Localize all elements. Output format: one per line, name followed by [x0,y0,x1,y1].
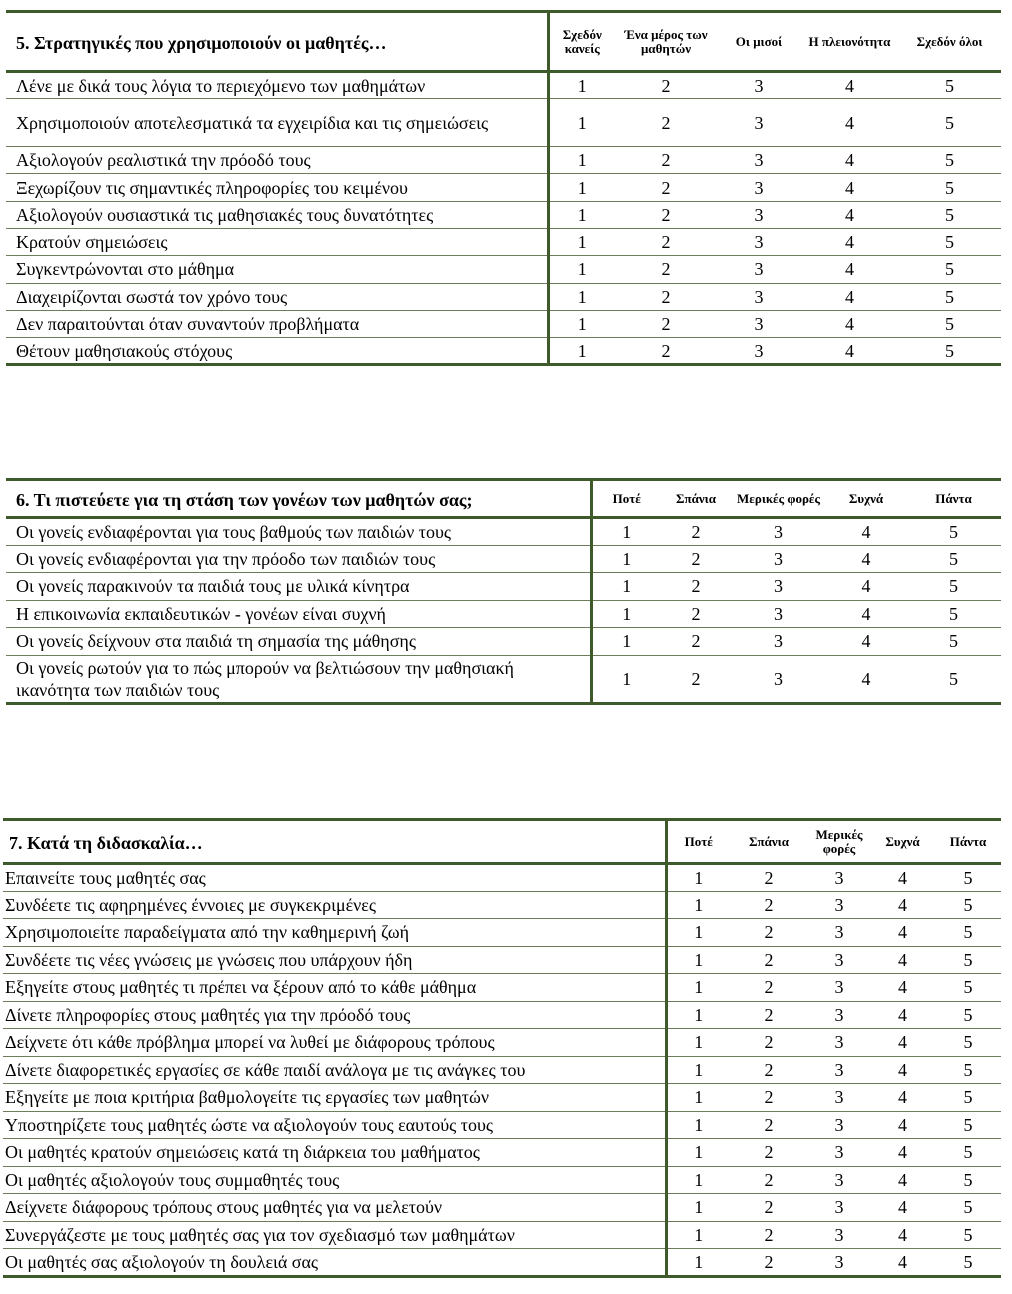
rating-option-2[interactable]: 2 [730,946,808,974]
question-5-title: 5. Στρατηγικές που χρησιμοποιούν οι μαθητές… [6,12,548,72]
rating-option-2[interactable]: 2 [730,1166,808,1194]
rating-option-1[interactable]: 1 [548,201,615,228]
column-header: Πάντα [935,820,1001,864]
rating-option-3[interactable]: 3 [808,1001,870,1029]
rating-option-5[interactable]: 5 [898,72,1001,99]
statement-row [3,974,1001,1002]
statement-text: Οι γονείς ενδιαφέρονται για την πρόοδο των παιδιών τους [6,545,591,573]
statement-text: Οι μαθητές σας αξιολογούν τη δουλειά σας [3,1249,666,1277]
rating-option-2[interactable]: 2 [730,974,808,1002]
rating-option-5[interactable]: 5 [935,974,1001,1002]
rating-option-5[interactable]: 5 [898,338,1001,365]
rating-option-1[interactable]: 1 [548,256,615,283]
rating-option-4[interactable]: 4 [801,174,898,201]
rating-option-2[interactable]: 2 [615,174,717,201]
rating-option-5[interactable]: 5 [906,518,1001,546]
statement-text: Ξεχωρίζουν τις σημαντικές πληροφορίες του κειμένου [6,174,548,201]
rating-option-4[interactable]: 4 [870,864,935,892]
column-header: Συχνά [826,480,906,518]
rating-option-5[interactable]: 5 [935,1194,1001,1222]
rating-option-1[interactable]: 1 [666,919,730,947]
statement-text: Συνδέετε τις αφηρημένες έννοιες με συγκεκριμένες [3,891,666,919]
rating-option-4[interactable]: 4 [826,655,906,703]
rating-option-1[interactable]: 1 [548,283,615,310]
rating-option-4[interactable]: 4 [870,1166,935,1194]
rating-option-1[interactable]: 1 [548,174,615,201]
question-5-table [6,10,1001,366]
statement-text: Συνεργάζεστε με τους μαθητές σας για τον σχεδιασμό των μαθημάτων [3,1221,666,1249]
rating-option-1[interactable]: 1 [666,864,730,892]
rating-option-3[interactable]: 3 [731,518,826,546]
rating-option-4[interactable]: 4 [870,1001,935,1029]
rating-option-5[interactable]: 5 [898,283,1001,310]
statement-row [3,1139,1001,1167]
statement-text: Διαχειρίζονται σωστά τον χρόνο τους [6,283,548,310]
rating-option-5[interactable]: 5 [935,1001,1001,1029]
statement-row [3,1001,1001,1029]
rating-option-4[interactable]: 4 [801,338,898,365]
rating-option-2[interactable]: 2 [615,256,717,283]
column-header: Πάντα [906,480,1001,518]
rating-option-5[interactable]: 5 [898,256,1001,283]
rating-option-5[interactable]: 5 [935,919,1001,947]
question-5-header-row [6,12,1001,72]
rating-option-4[interactable]: 4 [801,147,898,174]
statement-text: Υποστηρίζετε τους μαθητές ώστε να αξιολογούν τους εαυτούς τους [3,1111,666,1139]
rating-option-2[interactable]: 2 [661,573,731,601]
column-header: Ένα μέρος των μαθητών [615,12,717,72]
rating-option-3[interactable]: 3 [717,228,801,255]
rating-option-5[interactable]: 5 [935,1056,1001,1084]
statement-row [6,600,1001,628]
rating-option-4[interactable]: 4 [870,1111,935,1139]
rating-option-1[interactable]: 1 [666,1029,730,1057]
rating-option-3[interactable]: 3 [717,99,801,147]
rating-option-2[interactable]: 2 [730,1139,808,1167]
statement-text: Λένε με δικά τους λόγια το περιεχόμενο των μαθημάτων [6,72,548,99]
rating-option-2[interactable]: 2 [615,228,717,255]
statement-text: Οι γονείς ρωτούν για το πώς μπορούν να βελτιώσουν την μαθησιακή ικανότητα των παιδιών τους [6,655,591,703]
rating-option-3[interactable]: 3 [808,1029,870,1057]
rating-option-4[interactable]: 4 [870,1056,935,1084]
statement-row [6,628,1001,656]
statement-row [6,573,1001,601]
rating-option-3[interactable]: 3 [808,864,870,892]
statement-text: Οι μαθητές κρατούν σημειώσεις κατά τη διάρκεια του μαθήματος [3,1139,666,1167]
statement-row [3,1166,1001,1194]
rating-option-4[interactable]: 4 [870,1029,935,1057]
rating-option-3[interactable]: 3 [808,1084,870,1112]
statement-row [6,147,1001,174]
statement-row [3,1084,1001,1112]
question-6-header-row [6,480,1001,518]
rating-option-3[interactable]: 3 [717,256,801,283]
statement-row [3,919,1001,947]
rating-option-2[interactable]: 2 [730,919,808,947]
rating-option-3[interactable]: 3 [808,1221,870,1249]
column-header: Μερικές φορές [731,480,826,518]
rating-option-5[interactable]: 5 [898,99,1001,147]
statement-row [6,310,1001,337]
rating-option-5[interactable]: 5 [906,545,1001,573]
rating-option-3[interactable]: 3 [808,1139,870,1167]
rating-option-3[interactable]: 3 [808,1249,870,1277]
statement-row [3,1029,1001,1057]
rating-option-2[interactable]: 2 [661,655,731,703]
statement-text: Συγκεντρώνονται στο μάθημα [6,256,548,283]
rating-option-2[interactable]: 2 [730,1221,808,1249]
rating-option-3[interactable]: 3 [808,1056,870,1084]
rating-option-2[interactable]: 2 [615,310,717,337]
statement-row [6,545,1001,573]
rating-option-3[interactable]: 3 [808,919,870,947]
rating-option-1[interactable]: 1 [591,573,661,601]
rating-option-5[interactable]: 5 [935,1029,1001,1057]
rating-option-4[interactable]: 4 [801,99,898,147]
rating-option-1[interactable]: 1 [666,891,730,919]
rating-option-5[interactable]: 5 [906,655,1001,703]
rating-option-3[interactable]: 3 [717,283,801,310]
rating-option-5[interactable]: 5 [935,1084,1001,1112]
rating-option-2[interactable]: 2 [661,628,731,656]
rating-option-1[interactable]: 1 [548,310,615,337]
statement-text: Χρησιμοποιούν αποτελεσματικά τα εγχειρίδια και τις σημειώσεις [6,99,548,147]
column-header: Συχνά [870,820,935,864]
statement-row [3,946,1001,974]
statement-text: Δείχνετε διάφορους τρόπους στους μαθητές για να μελετούν [3,1194,666,1222]
rating-option-1[interactable]: 1 [666,1084,730,1112]
rating-option-4[interactable]: 4 [870,1249,935,1277]
rating-option-2[interactable]: 2 [730,1111,808,1139]
rating-option-1[interactable]: 1 [666,1166,730,1194]
statement-text: Χρησιμοποιείτε παραδείγματα από την καθημερινή ζωή [3,919,666,947]
statement-row [6,338,1001,365]
rating-option-4[interactable]: 4 [870,1194,935,1222]
rating-option-2[interactable]: 2 [730,1029,808,1057]
rating-option-1[interactable]: 1 [666,1221,730,1249]
column-header: Σπάνια [730,820,808,864]
rating-option-3[interactable]: 3 [808,1111,870,1139]
rating-option-4[interactable]: 4 [870,891,935,919]
rating-option-3[interactable]: 3 [731,600,826,628]
rating-option-3[interactable]: 3 [717,338,801,365]
rating-option-1[interactable]: 1 [666,1194,730,1222]
rating-option-4[interactable]: 4 [870,1139,935,1167]
rating-option-1[interactable]: 1 [666,1139,730,1167]
rating-option-4[interactable]: 4 [826,600,906,628]
rating-option-4[interactable]: 4 [801,72,898,99]
rating-option-1[interactable]: 1 [591,600,661,628]
rating-option-4[interactable]: 4 [870,1084,935,1112]
rating-option-2[interactable]: 2 [615,338,717,365]
rating-option-2[interactable]: 2 [730,1001,808,1029]
rating-option-3[interactable]: 3 [731,655,826,703]
rating-option-1[interactable]: 1 [548,72,615,99]
rating-option-3[interactable]: 3 [731,545,826,573]
statement-row [6,283,1001,310]
rating-option-5[interactable]: 5 [906,628,1001,656]
rating-option-4[interactable]: 4 [801,228,898,255]
rating-option-3[interactable]: 3 [717,310,801,337]
rating-option-4[interactable]: 4 [801,201,898,228]
rating-option-5[interactable]: 5 [935,946,1001,974]
rating-option-3[interactable]: 3 [717,72,801,99]
question-6-table [6,478,1001,705]
rating-option-5[interactable]: 5 [898,310,1001,337]
rating-option-1[interactable]: 1 [666,1249,730,1277]
rating-option-2[interactable]: 2 [615,201,717,228]
statement-text: Δείχνετε ότι κάθε πρόβλημα μπορεί να λυθεί με διάφορους τρόπους [3,1029,666,1057]
column-header: Μερικές φορές [808,820,870,864]
statement-text: Οι μαθητές αξιολογούν τους συμμαθητές τους [3,1166,666,1194]
column-header: Ποτέ [591,480,661,518]
rating-option-4[interactable]: 4 [826,518,906,546]
rating-option-5[interactable]: 5 [935,1166,1001,1194]
rating-option-3[interactable]: 3 [717,201,801,228]
rating-option-2[interactable]: 2 [661,545,731,573]
rating-option-5[interactable]: 5 [935,1249,1001,1277]
statement-row [6,72,1001,99]
rating-option-3[interactable]: 3 [717,147,801,174]
statement-row [3,1111,1001,1139]
rating-option-3[interactable]: 3 [808,891,870,919]
rating-option-2[interactable]: 2 [615,72,717,99]
statement-text: Οι γονείς δείχνουν στα παιδιά τη σημασία της μάθησης [6,628,591,656]
question-7-table [3,818,1001,1278]
rating-option-5[interactable]: 5 [898,147,1001,174]
rating-option-1[interactable]: 1 [666,1056,730,1084]
statement-row [3,1221,1001,1249]
statement-text: Επαινείτε τους μαθητές σας [3,864,666,892]
rating-option-1[interactable]: 1 [548,99,615,147]
rating-option-1[interactable]: 1 [548,338,615,365]
rating-option-3[interactable]: 3 [808,946,870,974]
statement-text: Εξηγείτε στους μαθητές τι πρέπει να ξέρουν από το κάθε μάθημα [3,974,666,1002]
statement-row [6,174,1001,201]
rating-option-4[interactable]: 4 [870,946,935,974]
statement-row [3,1056,1001,1084]
rating-option-3[interactable]: 3 [731,573,826,601]
statement-row [6,518,1001,546]
rating-option-1[interactable]: 1 [666,946,730,974]
rating-option-2[interactable]: 2 [730,864,808,892]
statement-text: Κρατούν σημειώσεις [6,228,548,255]
rating-option-2[interactable]: 2 [615,99,717,147]
column-header: Οι μισοί [717,12,801,72]
statement-text: Δεν παραιτούνται όταν συναντούν προβλήματα [6,310,548,337]
rating-option-2[interactable]: 2 [615,283,717,310]
statement-row [3,1249,1001,1277]
rating-option-5[interactable]: 5 [906,600,1001,628]
rating-option-1[interactable]: 1 [591,545,661,573]
rating-option-4[interactable]: 4 [826,573,906,601]
rating-option-5[interactable]: 5 [935,864,1001,892]
column-header: Σχεδόν κανείς [548,12,615,72]
column-header: Σπάνια [661,480,731,518]
statement-text: Η επικοινωνία εκπαιδευτικών - γονέων είναι συχνή [6,600,591,628]
statement-row [6,256,1001,283]
statement-row [3,864,1001,892]
rating-option-4[interactable]: 4 [870,919,935,947]
rating-option-4[interactable]: 4 [801,310,898,337]
statement-row [3,1194,1001,1222]
rating-option-1[interactable]: 1 [591,518,661,546]
statement-row [6,228,1001,255]
rating-option-4[interactable]: 4 [826,628,906,656]
rating-option-1[interactable]: 1 [666,974,730,1002]
statement-row [6,655,1001,703]
rating-option-1[interactable]: 1 [591,655,661,703]
rating-option-4[interactable]: 4 [801,283,898,310]
statement-text: Δίνετε πληροφορίες στους μαθητές για την πρόοδό τους [3,1001,666,1029]
rating-option-1[interactable]: 1 [548,228,615,255]
rating-option-5[interactable]: 5 [935,891,1001,919]
rating-option-2[interactable]: 2 [661,600,731,628]
rating-option-2[interactable]: 2 [730,1084,808,1112]
rating-option-5[interactable]: 5 [935,1221,1001,1249]
column-header: Ποτέ [666,820,730,864]
rating-option-4[interactable]: 4 [870,1221,935,1249]
rating-option-5[interactable]: 5 [906,573,1001,601]
statement-text: Οι γονείς ενδιαφέρονται για τους βαθμούς των παιδιών τους [6,518,591,546]
statement-text: Συνδέετε τις νέες γνώσεις με γνώσεις που υπάρχουν ήδη [3,946,666,974]
column-header: Σχεδόν όλοι [898,12,1001,72]
rating-option-1[interactable]: 1 [666,1001,730,1029]
rating-option-2[interactable]: 2 [661,518,731,546]
rating-option-4[interactable]: 4 [826,545,906,573]
rating-option-2[interactable]: 2 [730,891,808,919]
rating-option-3[interactable]: 3 [731,628,826,656]
statement-text: Θέτουν μαθησιακούς στόχους [6,338,548,365]
rating-option-1[interactable]: 1 [666,1111,730,1139]
statement-row [6,201,1001,228]
rating-option-2[interactable]: 2 [730,1249,808,1277]
rating-option-1[interactable]: 1 [591,628,661,656]
statement-text: Αξιολογούν ουσιαστικά τις μαθησιακές τους δυνατότητες [6,201,548,228]
rating-option-5[interactable]: 5 [935,1111,1001,1139]
rating-option-5[interactable]: 5 [898,201,1001,228]
rating-option-3[interactable]: 3 [808,1194,870,1222]
rating-option-5[interactable]: 5 [935,1139,1001,1167]
rating-option-1[interactable]: 1 [548,147,615,174]
rating-option-5[interactable]: 5 [898,174,1001,201]
rating-option-4[interactable]: 4 [870,974,935,1002]
statement-text: Δίνετε διαφορετικές εργασίες σε κάθε παιδί ανάλογα με τις ανάγκες του [3,1056,666,1084]
rating-option-3[interactable]: 3 [808,974,870,1002]
column-header: Η πλειονότητα [801,12,898,72]
statement-text: Εξηγείτε με ποια κριτήρια βαθμολογείτε τις εργασίες των μαθητών [3,1084,666,1112]
question-7-title: 7. Κατά τη διδασκαλία… [3,820,666,864]
statement-row [6,99,1001,147]
question-7-header-row [3,820,1001,864]
rating-option-3[interactable]: 3 [717,174,801,201]
statement-text: Αξιολογούν ρεαλιστικά την πρόοδό τους [6,147,548,174]
statement-text: Οι γονείς παρακινούν τα παιδιά τους με υλικά κίνητρα [6,573,591,601]
rating-option-2[interactable]: 2 [730,1056,808,1084]
statement-row [3,891,1001,919]
question-6-title: 6. Τι πιστεύετε για τη στάση των γονέων των μαθητών σας; [6,480,591,518]
rating-option-3[interactable]: 3 [808,1166,870,1194]
rating-option-2[interactable]: 2 [615,147,717,174]
rating-option-5[interactable]: 5 [898,228,1001,255]
rating-option-2[interactable]: 2 [730,1194,808,1222]
rating-option-4[interactable]: 4 [801,256,898,283]
